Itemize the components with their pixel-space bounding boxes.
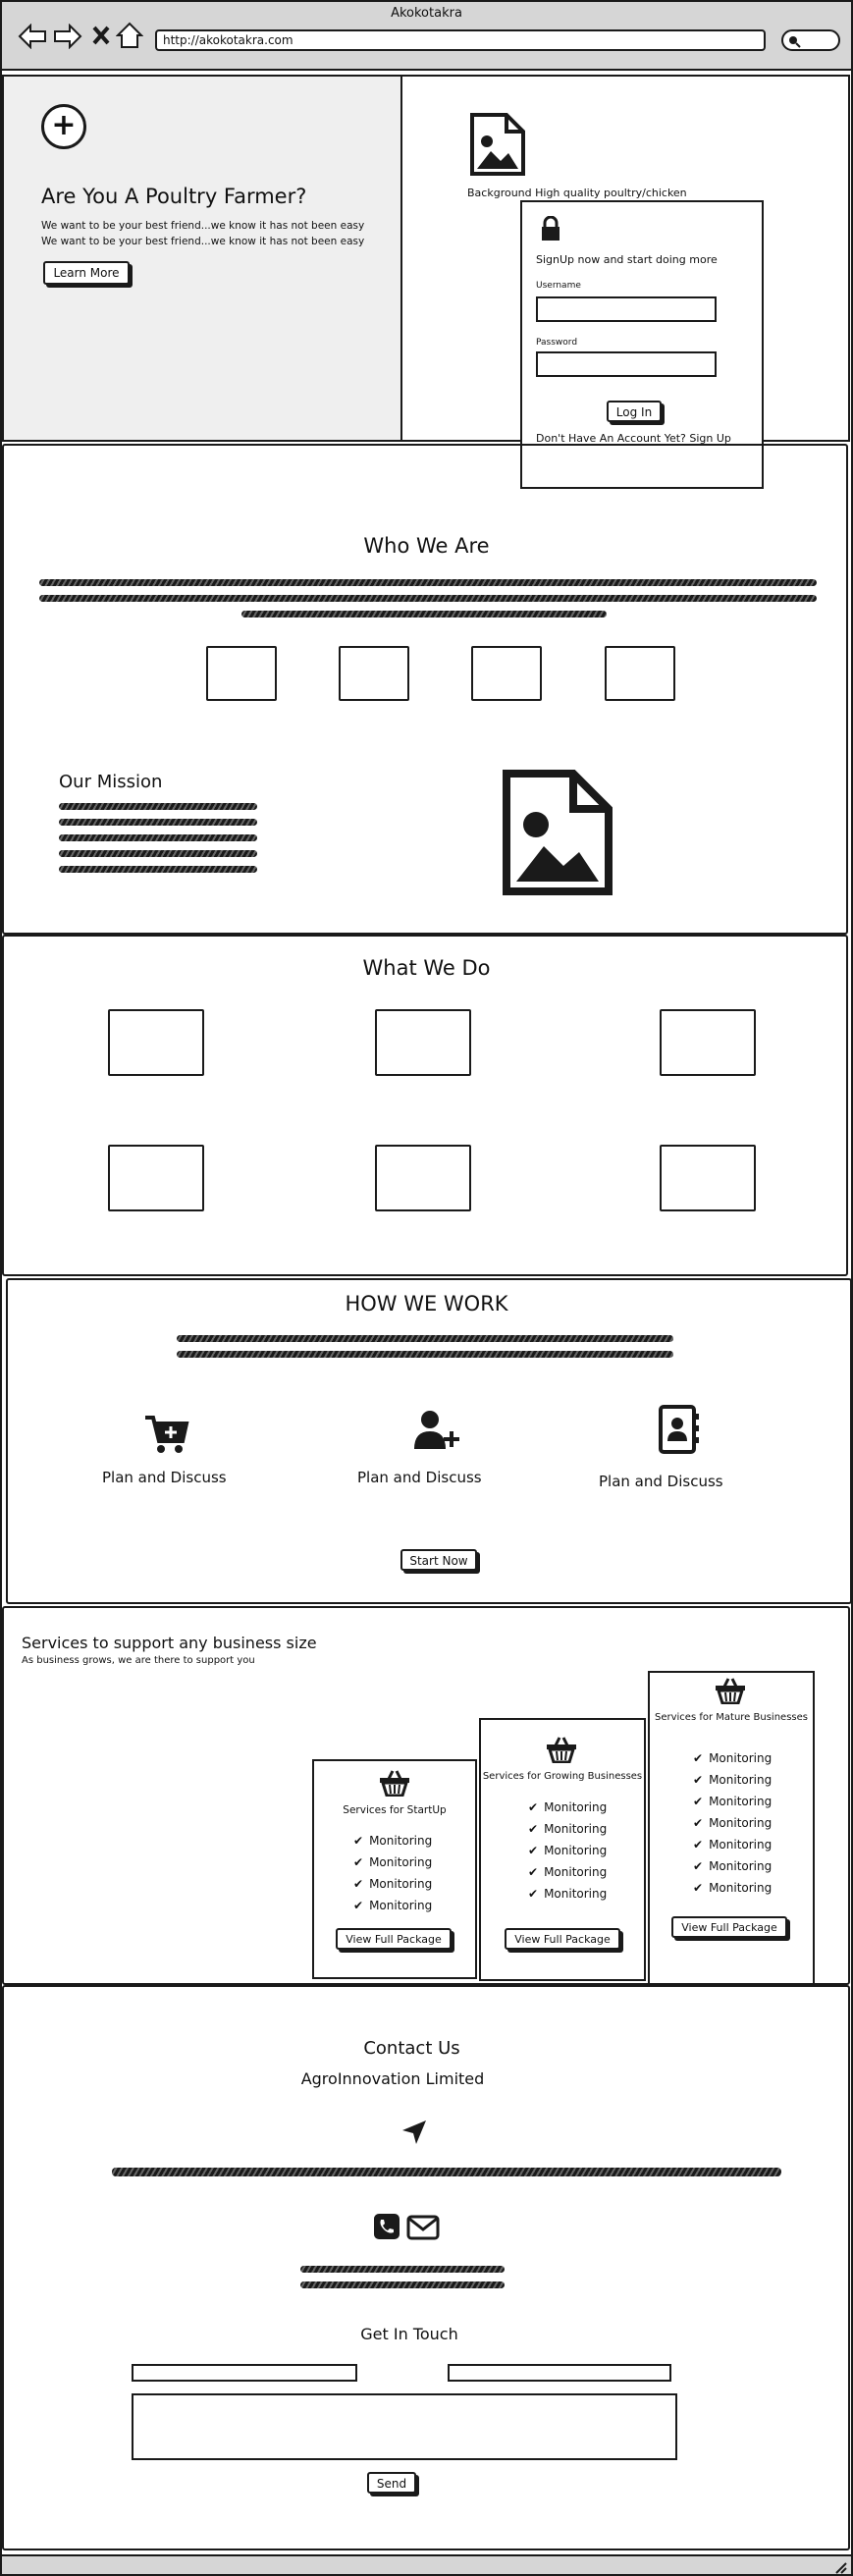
login-button[interactable]: Log In	[607, 401, 662, 422]
password-label: Password	[536, 338, 578, 348]
package-item: ✔ Monitoring	[353, 1834, 433, 1848]
package-card-startup	[312, 1759, 477, 1979]
forward-arrow-icon[interactable]	[53, 24, 82, 49]
search-box[interactable]	[781, 29, 840, 51]
package-item: ✔ Monitoring	[528, 1844, 608, 1857]
contact-title: Contact Us	[363, 2038, 460, 2059]
package-item: ✔ Monitoring	[528, 1865, 608, 1879]
basket-icon	[379, 1769, 410, 1797]
what-we-do-placeholder-4	[108, 1145, 204, 1211]
who-we-are-placeholder-2	[339, 646, 409, 701]
hero-text-line-1: We want to be your best friend...we know it has not been easy	[41, 220, 365, 232]
package-item: ✔ Monitoring	[693, 1816, 773, 1830]
cart-plus-icon	[143, 1414, 190, 1455]
basket-icon	[546, 1736, 577, 1763]
name-input[interactable]	[132, 2364, 357, 2382]
check-icon: ✔	[353, 1899, 364, 1912]
message-textarea[interactable]	[132, 2393, 677, 2460]
package-item: ✔ Monitoring	[693, 1773, 773, 1787]
close-icon[interactable]	[92, 26, 110, 45]
hero-text-line-2: We want to be your best friend...we know it has not been easy	[41, 236, 365, 247]
package-item: ✔ Monitoring	[528, 1822, 608, 1836]
how-we-work-title: HOW WE WORK	[345, 1292, 508, 1315]
what-we-do-title: What We Do	[362, 956, 491, 980]
who-we-are-text-line	[241, 611, 607, 617]
step-label-2: Plan and Discuss	[357, 1469, 482, 1486]
lock-icon	[540, 216, 561, 242]
signup-prompt: SignUp now and start doing more	[536, 253, 718, 266]
hero-left-panel	[2, 75, 402, 442]
email-input[interactable]	[448, 2364, 671, 2382]
how-we-work-text-line	[177, 1351, 673, 1358]
package-name: Services for Mature Businesses	[655, 1712, 808, 1723]
package-card-growing	[479, 1718, 646, 1981]
check-icon: ✔	[693, 1816, 704, 1830]
status-bar	[0, 2554, 853, 2576]
window-title: Akokotakra	[391, 6, 462, 21]
resize-grip-icon[interactable]	[831, 2558, 847, 2574]
check-icon: ✔	[528, 1887, 539, 1901]
phone-icon[interactable]	[373, 2213, 400, 2240]
username-input[interactable]	[536, 296, 717, 322]
browser-toolbar	[0, 0, 853, 71]
basket-icon	[715, 1677, 746, 1704]
check-icon: ✔	[693, 1751, 704, 1765]
services-subtitle: As business grows, we are there to support you	[22, 1655, 255, 1666]
what-we-do-placeholder-2	[375, 1009, 471, 1076]
mission-text-line	[59, 819, 257, 826]
check-icon: ✔	[528, 1844, 539, 1857]
what-we-do-placeholder-1	[108, 1009, 204, 1076]
url-text: http://akokotakra.com	[163, 33, 293, 47]
view-full-package-button[interactable]: View Full Package	[336, 1928, 452, 1950]
location-arrow-icon	[400, 2119, 428, 2146]
check-icon: ✔	[528, 1800, 539, 1814]
what-we-do-placeholder-3	[660, 1009, 756, 1076]
package-item: ✔ Monitoring	[693, 1859, 773, 1873]
who-we-are-section	[2, 444, 848, 935]
who-we-are-text-line	[39, 595, 817, 602]
search-icon	[787, 34, 801, 48]
send-button[interactable]: Send	[367, 2472, 416, 2494]
contact-info-line	[300, 2266, 505, 2273]
mission-image-icon	[501, 768, 614, 897]
check-icon: ✔	[353, 1877, 364, 1891]
image-placeholder-icon	[469, 112, 526, 177]
address-bar[interactable]	[155, 29, 766, 51]
check-icon: ✔	[693, 1881, 704, 1895]
check-icon: ✔	[693, 1795, 704, 1808]
package-item: ✔ Monitoring	[693, 1881, 773, 1895]
home-icon[interactable]	[116, 22, 143, 49]
package-item: ✔ Monitoring	[528, 1800, 608, 1814]
who-we-are-placeholder-1	[206, 646, 277, 701]
who-we-are-placeholder-3	[471, 646, 542, 701]
how-we-work-text-line	[177, 1335, 673, 1342]
check-icon: ✔	[353, 1834, 364, 1848]
check-icon: ✔	[353, 1855, 364, 1869]
mission-text-line	[59, 803, 257, 810]
view-full-package-button[interactable]: View Full Package	[505, 1928, 620, 1950]
email-icon[interactable]	[406, 2215, 440, 2240]
package-item: ✔ Monitoring	[353, 1855, 433, 1869]
package-item: ✔ Monitoring	[693, 1838, 773, 1852]
password-input[interactable]	[536, 351, 717, 377]
user-plus-icon	[412, 1410, 461, 1451]
package-item: ✔ Monitoring	[353, 1899, 433, 1912]
package-card-mature	[648, 1671, 815, 1985]
add-circle-icon[interactable]: +	[41, 104, 86, 149]
company-name: AgroInnovation Limited	[300, 2069, 485, 2088]
who-we-are-placeholder-4	[605, 646, 675, 701]
what-we-do-placeholder-5	[375, 1145, 471, 1211]
services-title: Services to support any business size	[22, 1634, 317, 1652]
hero-image-caption: Background High quality poultry/chicken	[467, 187, 687, 199]
username-label: Username	[536, 281, 581, 291]
what-we-do-placeholder-6	[660, 1145, 756, 1211]
address-text-line	[112, 2168, 781, 2176]
mission-title: Our Mission	[59, 772, 163, 792]
hero-heading: Are You A Poultry Farmer?	[41, 185, 307, 208]
start-now-button[interactable]: Start Now	[400, 1549, 477, 1571]
contact-info-line	[300, 2281, 505, 2288]
package-item: ✔ Monitoring	[693, 1795, 773, 1808]
check-icon: ✔	[693, 1773, 704, 1787]
signup-link[interactable]: Don't Have An Account Yet? Sign Up	[536, 432, 731, 445]
check-icon: ✔	[528, 1865, 539, 1879]
package-item: ✔ Monitoring	[528, 1887, 608, 1901]
view-full-package-button[interactable]: View Full Package	[671, 1916, 787, 1938]
check-icon: ✔	[693, 1859, 704, 1873]
who-we-are-title: Who We Are	[363, 534, 490, 558]
step-label-3: Plan and Discuss	[599, 1473, 723, 1490]
what-we-do-section	[2, 935, 848, 1276]
package-item: ✔ Monitoring	[353, 1877, 433, 1891]
package-name: Services for StartUp	[343, 1804, 447, 1816]
get-in-touch-title: Get In Touch	[360, 2325, 458, 2343]
contact-book-icon	[658, 1404, 701, 1455]
check-icon: ✔	[528, 1822, 539, 1836]
learn-more-button[interactable]: Learn More	[43, 261, 130, 285]
package-item: ✔ Monitoring	[693, 1751, 773, 1765]
who-we-are-text-line	[39, 579, 817, 586]
package-name: Services for Growing Businesses	[482, 1771, 643, 1782]
mission-text-line	[59, 850, 257, 857]
mission-text-line	[59, 834, 257, 841]
mission-text-line	[59, 866, 257, 873]
check-icon: ✔	[693, 1838, 704, 1852]
step-label-1: Plan and Discuss	[102, 1469, 227, 1486]
back-arrow-icon[interactable]	[18, 24, 47, 49]
